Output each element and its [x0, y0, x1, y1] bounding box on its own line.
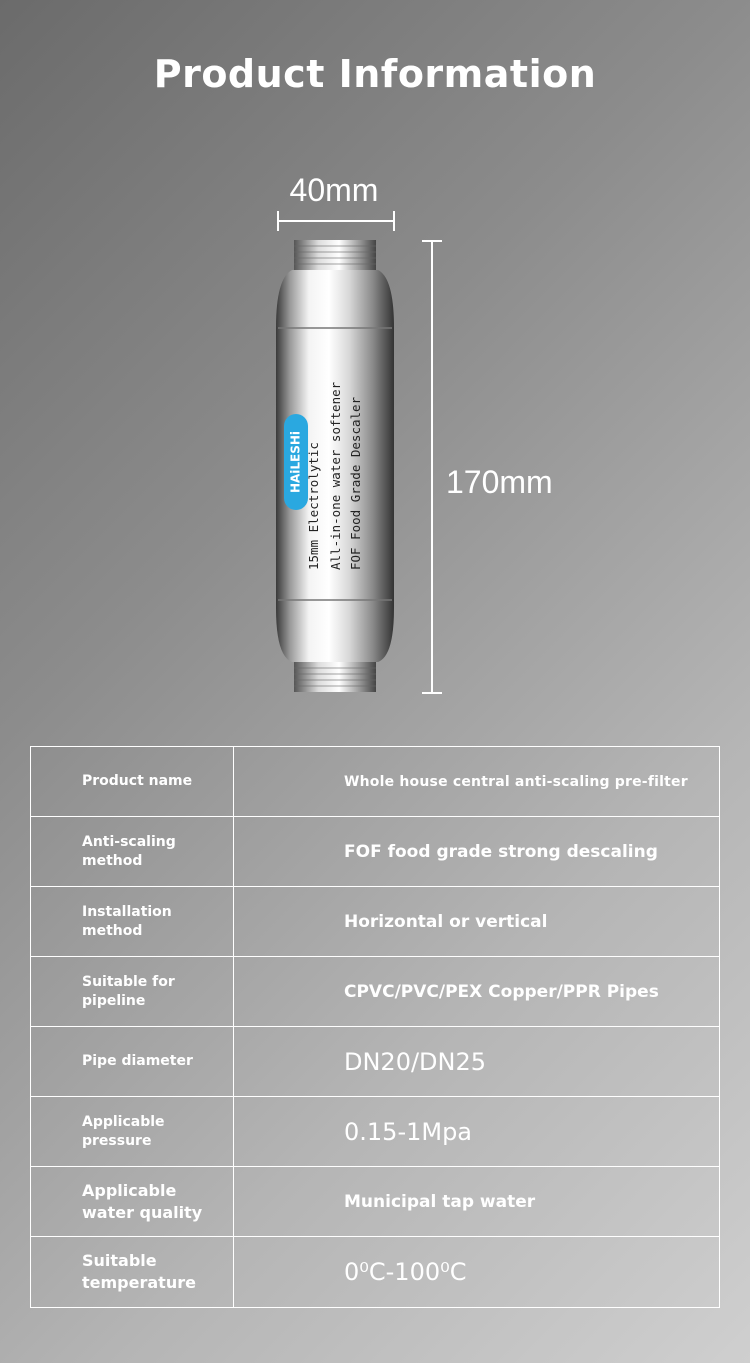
height-dimension-line: [431, 240, 433, 694]
label-line-2: All-in-one water softener: [328, 381, 343, 570]
spec-value: 0⁰C-100⁰C: [344, 1258, 467, 1286]
spec-value: DN20/DN25: [344, 1047, 487, 1076]
spec-label: Applicable pressure: [31, 1097, 234, 1166]
spec-value: CPVC/PVC/PEX Copper/PPR Pipes: [344, 981, 659, 1002]
height-dimension-tick-top: [422, 240, 442, 242]
product-image: [270, 238, 400, 694]
spec-label: Product name: [31, 747, 234, 816]
spec-table: [30, 746, 720, 1308]
spec-row-temperature: [31, 1237, 719, 1307]
spec-label: Suitable for pipeline: [31, 957, 234, 1026]
bottom-thread: [294, 662, 376, 692]
top-thread: [294, 240, 376, 270]
width-dimension-tick-left: [277, 211, 279, 231]
spec-row-product-name: [31, 747, 719, 817]
label-line-3: FOF Food Grade Descaler: [348, 396, 363, 570]
label-line-1: 15mm Electrolytic: [306, 442, 321, 570]
spec-row-applicable-pressure: [31, 1097, 719, 1167]
spec-label: Suitable temperature: [31, 1237, 234, 1307]
spec-label: Installation method: [31, 887, 234, 956]
width-dimension-line: [278, 220, 394, 222]
spec-value: Municipal tap water: [344, 1191, 536, 1212]
spec-row-water-quality: [31, 1167, 719, 1237]
spec-row-anti-scaling-method: [31, 817, 719, 887]
spec-value: FOF food grade strong descaling: [344, 841, 658, 862]
spec-row-suitable-pipeline: [31, 957, 719, 1027]
page-title: Product Information: [153, 52, 597, 96]
spec-row-pipe-diameter: [31, 1027, 719, 1097]
spec-label: Anti-scaling method: [31, 817, 234, 886]
width-dimension-label: 40mm: [289, 172, 379, 208]
width-dimension-tick-right: [393, 211, 395, 231]
height-dimension-tick-bottom: [422, 692, 442, 694]
spec-label: Pipe diameter: [31, 1027, 234, 1096]
height-dimension-label: 170mm: [446, 464, 553, 500]
spec-value: 0.15-1Mpa: [344, 1117, 473, 1146]
spec-value: Horizontal or vertical: [344, 911, 548, 932]
spec-row-installation-method: [31, 887, 719, 957]
spec-label: Applicable water quality: [31, 1167, 234, 1236]
spec-value: Whole house central anti-scaling pre-filter: [344, 773, 688, 790]
brand-name: HAiLESHi: [288, 430, 303, 494]
